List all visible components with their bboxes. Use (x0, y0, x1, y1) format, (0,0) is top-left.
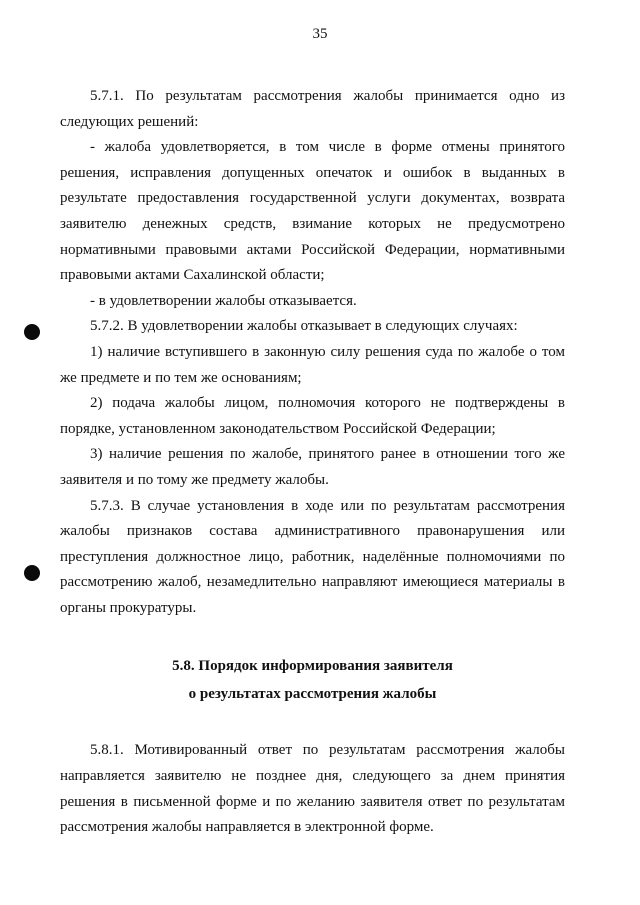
paragraph-case-1: 1) наличие вступившего в законную силу решения суда по жалобе о том же предмете и по тем же основаниям; (60, 343, 565, 386)
paragraph-case-3: 3) наличие решения по жалобе, принятого ранее в отношении того же заявителя и по тому же предмету жалобы. (60, 446, 565, 488)
page-number: 35 (312, 26, 328, 42)
paragraph-decision-satisfied: - жалоба удовлетворяется, в том числе в форме отмены принятого решения, исправления допущенных опечаток и ошибок в выданных в результате предоставления государственной услуги документах, возврата заявителю денежных средств, взимание которых не предусмотрено нормативными правовыми актами Российской Федерации, нормативными правовыми актами Сахалинской области; (60, 139, 565, 284)
punch-hole-top (24, 324, 40, 340)
paragraph-5-7-2: 5.7.2. В удовлетворении жалобы отказывает в следующих случаях: (90, 318, 518, 335)
section-heading-line-1: 5.8. Порядок информирования заявителя (172, 658, 453, 675)
section-heading-line-2: о результатах рассмотрения жалобы (188, 686, 437, 703)
paragraph-case-2: 2) подача жалобы лицом, полномочия которого не подтверждены в порядке, установленном законодательством Российской Федерации; (60, 395, 565, 437)
paragraph-5-7-3: 5.7.3. В случае установления в ходе или по результатам рассмотрения жалобы признаков состава административного правонарушения или преступления должностное лицо, работник, наделённые полномочиями по рассмотрению жалоб, незамедлительно направляют имеющиеся материалы в органы прокуратуры. (60, 497, 565, 616)
document-body (60, 84, 565, 841)
section-heading-5-8 (60, 652, 565, 708)
paragraph-decision-refused: - в удовлетворении жалобы отказывается. (90, 292, 357, 309)
paragraph-5-8-1: 5.8.1. Мотивированный ответ по результатам рассмотрения жалобы направляется заявителю не позднее дня, следующего за днем принятия решения в письменной форме и по желанию заявителя ответ по результатам рассмотрения жалобы направляется в электронной форме. (60, 742, 565, 836)
punch-hole-bottom (24, 565, 40, 581)
paragraph-5-7-1: 5.7.1. По результатам рассмотрения жалобы принимается одно из следующих решений: (60, 88, 565, 130)
